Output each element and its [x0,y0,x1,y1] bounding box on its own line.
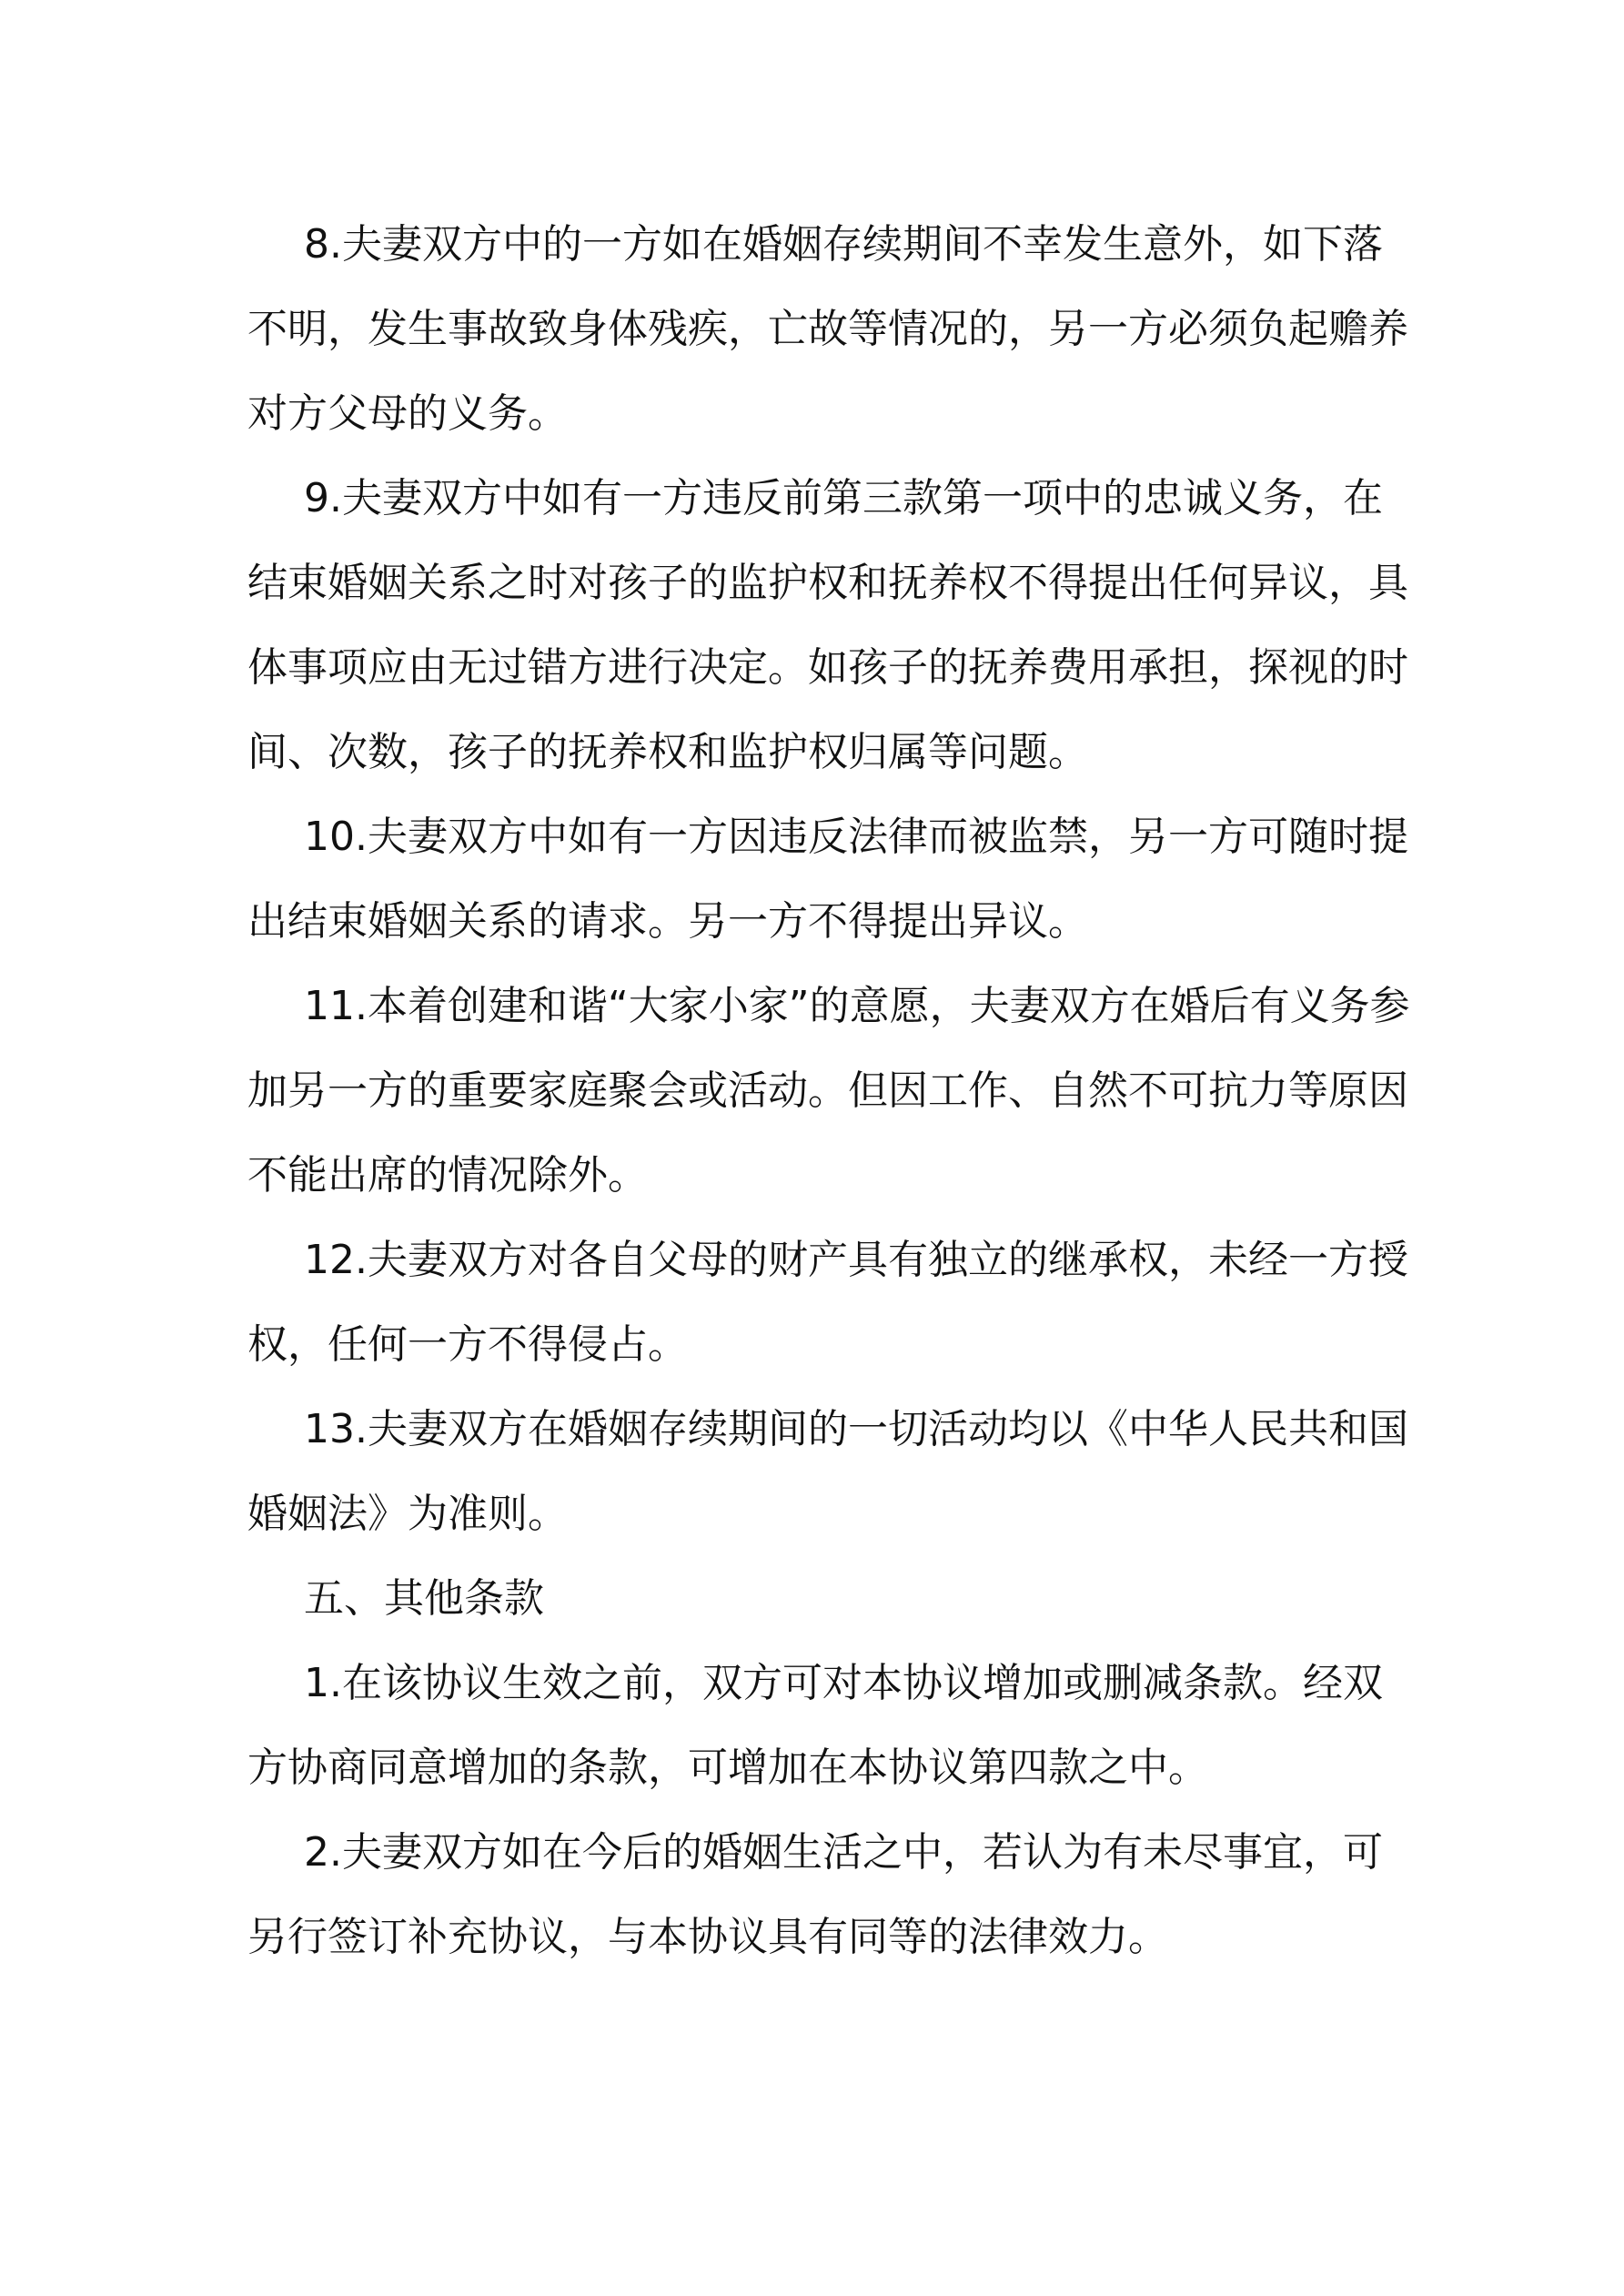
paragraph [247,794,1408,964]
paragraph-line: 婚姻法》为准则。 [247,1491,568,1537]
paragraph [247,1387,1408,1556]
paragraph [247,964,1410,1218]
paragraph-line: 方协商同意增加的条款，可增加在本协议第四款之中。 [247,1745,1208,1791]
paragraph [247,1810,1403,1979]
paragraph [247,1641,1403,1810]
paragraph-line: 不能出席的情况除外。 [247,1152,648,1199]
paragraph-line: 不明，发生事故致身体残疾，亡故等情况的，另一方必须负起赡养 [247,306,1408,352]
paragraph-line: 加另一方的重要家庭聚会或活动。但因工作、自然不可抗力等原因 [247,1067,1408,1114]
paragraph-line: 体事项应由无过错方进行决定。如孩子的抚养费用承担，探视的时 [247,644,1408,691]
paragraph-line: 8.夫妻双方中的一方如在婚姻存续期间不幸发生意外，如下落 [304,221,1383,268]
paragraph-line: 权，任何一方不得侵占。 [247,1321,688,1368]
paragraph-line: 12.夫妻双方对各自父母的财产具有独立的继承权，未经一方授 [304,1237,1408,1283]
paragraph [247,1556,1403,1641]
paragraph-line: 间、次数，孩子的抚养权和监护权归属等问题。 [247,729,1088,775]
paragraph-line: 对方父母的义务。 [247,390,568,437]
paragraph-line: 9.夫妻双方中如有一方违反前第三款第一项中的忠诚义务，在 [304,475,1383,521]
paragraph [247,456,1408,794]
paragraph-line: 2.夫妻双方如在今后的婚姻生活之中，若认为有未尽事宜，可 [304,1829,1383,1876]
paragraph-line: 1.在该协议生效之前，双方可对本协议增加或删减条款。经双 [304,1660,1383,1706]
paragraph-line: 11.本着创建和谐“大家小家”的意愿，夫妻双方在婚后有义务参 [304,983,1410,1029]
paragraph-line: 10.夫妻双方中如有一方因违反法律而被监禁，另一方可随时提 [304,814,1408,860]
paragraph [247,202,1408,456]
paragraph-line: 出结束婚姻关系的请求。另一方不得提出异议。 [247,898,1088,945]
paragraph [247,1218,1408,1387]
paragraph-line: 13.夫妻双方在婚姻存续期间的一切活动均以《中华人民共和国 [304,1406,1408,1452]
paragraph-line: 结束婚姻关系之时对孩子的监护权和抚养权不得提出任何异议，具 [247,560,1408,606]
document-body [247,202,1410,1979]
paragraph-line: 另行签订补充协议，与本协议具有同等的法律效力。 [247,1914,1168,1960]
paragraph-line: 五、其他条款 [304,1575,544,1622]
